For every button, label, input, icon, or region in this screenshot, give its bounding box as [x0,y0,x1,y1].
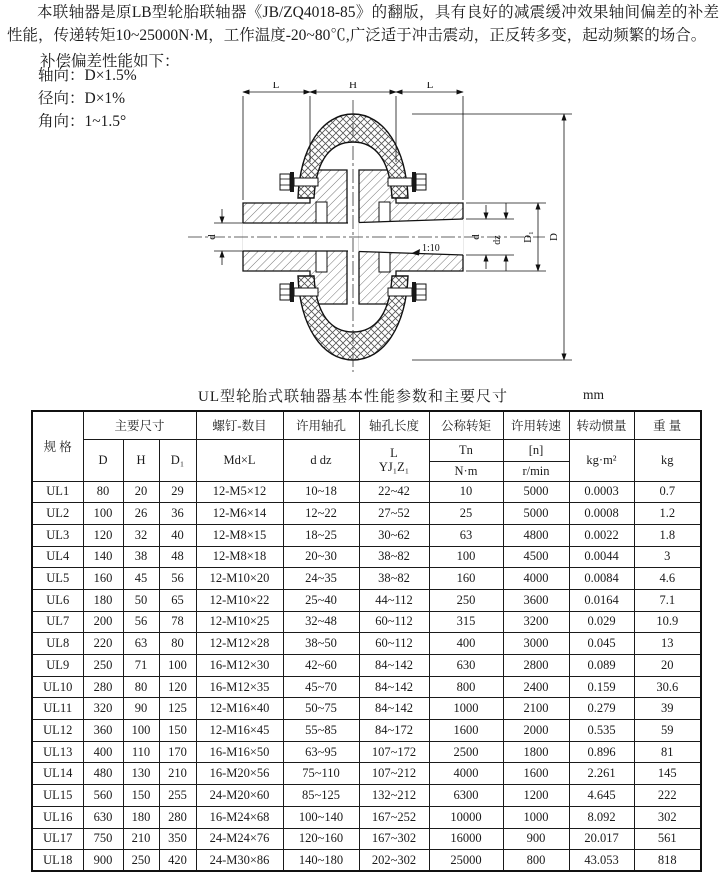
table-cell: 3200 [503,611,569,633]
header-D1: D₁ [159,439,196,481]
table-cell: 400 [429,633,503,655]
table-cell: 220 [83,633,123,655]
table-cell: 84~142 [359,676,429,698]
table-cell: 150 [123,785,159,807]
table-cell: 12-M12×28 [196,633,283,655]
header-bore-length-sub [359,439,429,481]
table-cell: 180 [83,589,123,611]
table-cell: 250 [429,589,503,611]
table-cell: 2800 [503,655,569,677]
table-row [32,850,701,872]
header-bore-sub: d dz [283,439,359,481]
table-cell: 100 [159,655,196,677]
table-row [32,828,701,850]
spec-angular: 角向：1~1.5° [38,113,127,130]
spec-axial: 轴向：D×1.5% [38,67,137,84]
table-cell: 56 [123,611,159,633]
table-row [32,633,701,655]
table-cell: 90 [123,698,159,720]
table-cell: 27~52 [359,503,429,525]
table-cell: UL17 [32,828,83,850]
table-cell: 12-M10×25 [196,611,283,633]
table-row [32,568,701,590]
table-cell: 302 [634,806,701,828]
table-cell: UL5 [32,568,83,590]
table-cell: UL11 [32,698,83,720]
table-cell: 150 [159,720,196,742]
table-cell: 120 [159,676,196,698]
table-cell: 100 [429,546,503,568]
table-cell: 12-M10×20 [196,568,283,590]
table-cell: 140~180 [283,850,359,872]
table-row [32,785,701,807]
table-cell: 202~302 [359,850,429,872]
table-cell: 2100 [503,698,569,720]
table-cell: 400 [83,741,123,763]
table-cell: 30~62 [359,524,429,546]
table-cell: 24-M24×76 [196,828,283,850]
table-row [32,720,701,742]
header-weight: 重 量 [634,411,701,439]
table-cell: 10~18 [283,481,359,503]
table-cell: 20~30 [283,546,359,568]
table-cell: 120~160 [283,828,359,850]
table-cell: 0.0084 [569,568,634,590]
table-cell: 280 [159,806,196,828]
table-cell: 29 [159,481,196,503]
table-cell: 480 [83,763,123,785]
compensation-heading: 补偿偏差性能如下： [40,53,180,70]
table-cell: 360 [83,720,123,742]
table-cell: 24-M20×60 [196,785,283,807]
table-cell: 80 [83,481,123,503]
table-cell: 84~142 [359,655,429,677]
table-cell: 71 [123,655,159,677]
table-cell: 36 [159,503,196,525]
table-cell: 1200 [503,785,569,807]
table-body [32,481,701,871]
table-cell: 42~60 [283,655,359,677]
dim-label-L-right: L [426,82,434,91]
table-cell: 80 [123,676,159,698]
table-cell: 20.017 [569,828,634,850]
table-cell: 80 [159,633,196,655]
table-cell: 45 [123,568,159,590]
table-cell: UL16 [32,806,83,828]
table-cell: 107~172 [359,741,429,763]
table-cell: 1.2 [634,503,701,525]
table-cell: 43.053 [569,850,634,872]
table-cell: 60~112 [359,633,429,655]
table-cell: 55~85 [283,720,359,742]
dim-label-d-right: d [470,234,482,240]
table-cell: 24~35 [283,568,359,590]
table-cell: 25~40 [283,589,359,611]
table-cell: 16-M12×30 [196,655,283,677]
table-cell: 60~112 [359,611,429,633]
header-weight-unit: kg [634,439,701,481]
table-cell: 0.045 [569,633,634,655]
table-cell: UL12 [32,720,83,742]
table-cell: 0.896 [569,741,634,763]
table-cell: 65 [159,589,196,611]
dim-label-dz: dz [492,235,503,245]
table-cell: 39 [634,698,701,720]
table-cell: 3600 [503,589,569,611]
table-cell: 0.0003 [569,481,634,503]
table-cell: 132~212 [359,785,429,807]
header-speed-symbol: [n] [503,439,569,461]
table-cell: 180 [123,806,159,828]
table-cell: 900 [83,850,123,872]
table-cell: 800 [429,676,503,698]
table-cell: 7.1 [634,589,701,611]
table-cell: 12-M8×15 [196,524,283,546]
table-cell: 12-M6×14 [196,503,283,525]
table-cell: UL3 [32,524,83,546]
table-cell: 630 [429,655,503,677]
table-cell: 63~95 [283,741,359,763]
table-cell: 107~212 [359,763,429,785]
table-cell: 2000 [503,720,569,742]
table-cell: 10 [429,481,503,503]
table-cell: 12-M5×12 [196,481,283,503]
table-cell: 1000 [429,698,503,720]
table-cell: 3 [634,546,701,568]
table-cell: 10000 [429,806,503,828]
unit-label: mm [583,387,605,402]
table-cell: 4.6 [634,568,701,590]
table-row [32,676,701,698]
table-cell: 38~82 [359,568,429,590]
header-bore-length: 轴孔长度 [359,411,429,439]
table-cell: 1600 [503,763,569,785]
table-row [32,524,701,546]
table-cell: 16000 [429,828,503,850]
table-cell: 63 [429,524,503,546]
table-cell: 50~75 [283,698,359,720]
table-cell: 0.535 [569,720,634,742]
table-cell: 85~125 [283,785,359,807]
header-torque-symbol: Tn [429,439,503,461]
table-row [32,655,701,677]
table-cell: UL8 [32,633,83,655]
table-cell: 20 [634,655,701,677]
table-cell: 12-M16×40 [196,698,283,720]
header-bore: 许用轴孔 [283,411,359,439]
table-cell: 50 [123,589,159,611]
table-cell: 250 [83,655,123,677]
table-cell: 250 [123,850,159,872]
bore-length-L: L [390,446,398,460]
header-D: D [83,439,123,481]
table-cell: 59 [634,720,701,742]
table-cell: 320 [83,698,123,720]
table-cell: 44~112 [359,589,429,611]
header-H: H [123,439,159,481]
table-cell: UL6 [32,589,83,611]
table-cell: UL13 [32,741,83,763]
table-cell: 222 [634,785,701,807]
table-cell: 145 [634,763,701,785]
table-cell: 25 [429,503,503,525]
table-cell: 900 [503,828,569,850]
table-cell: 45~70 [283,676,359,698]
intro-paragraph: 本联轴器是原LB型轮胎联轴器《JB/ZQ4018-85》的翻版，具有良好的减震缓冲效果轴间偏差的补差性能，传递转矩10~25000N·M，工作温度-20~80℃,广泛适于冲击震动，正反转多变，起动频繁的场合。 [7,4,719,44]
table-cell: 3000 [503,633,569,655]
table-cell: 561 [634,828,701,850]
table-cell: 38 [123,546,159,568]
table-cell: 100~140 [283,806,359,828]
table-cell: 100 [123,720,159,742]
table-cell: 2.261 [569,763,634,785]
table-cell: 350 [159,828,196,850]
table-cell: 0.0022 [569,524,634,546]
table-cell: 100 [83,503,123,525]
table-title: UL型轮胎式联轴器基本性能参数和主要尺寸 [198,389,508,405]
table-row [32,698,701,720]
dim-label-D1: D₁ [522,231,534,243]
table-row [32,763,701,785]
table-cell: 12-M8×18 [196,546,283,568]
table-cell: 0.7 [634,481,701,503]
table-cell: 30.6 [634,676,701,698]
table-cell: 210 [123,828,159,850]
table-row [32,481,701,503]
table-cell: UL18 [32,850,83,872]
table-cell: 10.9 [634,611,701,633]
table-row [32,503,701,525]
table-cell: UL7 [32,611,83,633]
table-cell: 4500 [503,546,569,568]
spec-radial: 径向：D×1% [38,90,126,107]
table-cell: 4800 [503,524,569,546]
table-cell: 125 [159,698,196,720]
header-main-dims: 主要尺寸 [83,411,196,439]
table-cell: 16-M12×35 [196,676,283,698]
table-row [32,589,701,611]
dim-label-H: H [349,82,357,91]
table-cell: 160 [83,568,123,590]
table-cell: 8.092 [569,806,634,828]
table-cell: 140 [83,546,123,568]
table-cell: 1000 [503,806,569,828]
header-screw-sub: Md×L [196,439,283,481]
table-cell: UL10 [32,676,83,698]
table-cell: 24-M30×86 [196,850,283,872]
table-cell: 170 [159,741,196,763]
taper-label: 1:10 [422,243,440,254]
table-cell: 16-M24×68 [196,806,283,828]
header-screw: 螺钉-数目 [196,411,283,439]
table-cell: 63 [123,633,159,655]
table-cell: 255 [159,785,196,807]
table-cell: 1.8 [634,524,701,546]
table-cell: 0.159 [569,676,634,698]
table-row [32,806,701,828]
table-cell: 1600 [429,720,503,742]
table-cell: 1800 [503,741,569,763]
table-cell: 0.029 [569,611,634,633]
table-cell: 81 [634,741,701,763]
table-cell: 2400 [503,676,569,698]
dim-label-d-left: d [206,234,218,240]
table-cell: 315 [429,611,503,633]
table-cell: 13 [634,633,701,655]
table-cell: 40 [159,524,196,546]
table-cell: 2500 [429,741,503,763]
table-cell: 0.089 [569,655,634,677]
table-cell: UL9 [32,655,83,677]
table-cell: UL2 [32,503,83,525]
table-cell: 16-M20×56 [196,763,283,785]
table-cell: 0.0044 [569,546,634,568]
table-cell: 16-M16×50 [196,741,283,763]
table-cell: 22~42 [359,481,429,503]
table-cell: 56 [159,568,196,590]
table-cell: 420 [159,850,196,872]
table-cell: UL1 [32,481,83,503]
parameters-table [31,410,702,872]
table-cell: UL15 [32,785,83,807]
table-cell: 0.0008 [569,503,634,525]
table-cell: 210 [159,763,196,785]
table-cell: UL14 [32,763,83,785]
table-cell: 32~48 [283,611,359,633]
table-row [32,546,701,568]
table-cell: 48 [159,546,196,568]
header-inertia-unit: kg·m² [569,439,634,481]
table-cell: 560 [83,785,123,807]
header-speed-unit: r/min [503,461,569,481]
table-cell: 4000 [503,568,569,590]
dim-label-D: D [548,233,560,241]
table-cell: 18~25 [283,524,359,546]
table-cell: 160 [429,568,503,590]
coupling-drawing [170,82,600,382]
table-cell: 38~50 [283,633,359,655]
table-cell: 4000 [429,763,503,785]
table-cell: 0.279 [569,698,634,720]
table-cell: 6300 [429,785,503,807]
bore-length-YJZ: YJ₁Z₁ [378,460,410,474]
table-cell: 38~82 [359,546,429,568]
table-cell: 167~252 [359,806,429,828]
table-cell: 75~110 [283,763,359,785]
table-cell: 20 [123,481,159,503]
table-cell: 0.0164 [569,589,634,611]
header-spec: 规 格 [32,411,83,481]
table-cell: 130 [123,763,159,785]
table-cell: 84~142 [359,698,429,720]
table-cell: 200 [83,611,123,633]
header-torque-unit: N·m [429,461,503,481]
header-inertia: 转动惯量 [569,411,634,439]
table-row [32,741,701,763]
table-cell: 750 [83,828,123,850]
table-cell: 120 [83,524,123,546]
table-cell: 5000 [503,481,569,503]
table-cell: UL4 [32,546,83,568]
header-torque: 公称转矩 [429,411,503,439]
dim-label-L-left: L [272,82,280,91]
table-cell: 25000 [429,850,503,872]
table-cell: 32 [123,524,159,546]
header-speed: 许用转速 [503,411,569,439]
table-row [32,611,701,633]
table-cell: 12-M10×22 [196,589,283,611]
table-cell: 12~22 [283,503,359,525]
table-cell: 78 [159,611,196,633]
table-cell: 110 [123,741,159,763]
table-cell: 4.645 [569,785,634,807]
table-cell: 818 [634,850,701,872]
table-cell: 12-M16×45 [196,720,283,742]
table-cell: 630 [83,806,123,828]
table-cell: 84~172 [359,720,429,742]
table-cell: 5000 [503,503,569,525]
table-cell: 167~302 [359,828,429,850]
table-cell: 800 [503,850,569,872]
table-cell: 26 [123,503,159,525]
table-cell: 280 [83,676,123,698]
